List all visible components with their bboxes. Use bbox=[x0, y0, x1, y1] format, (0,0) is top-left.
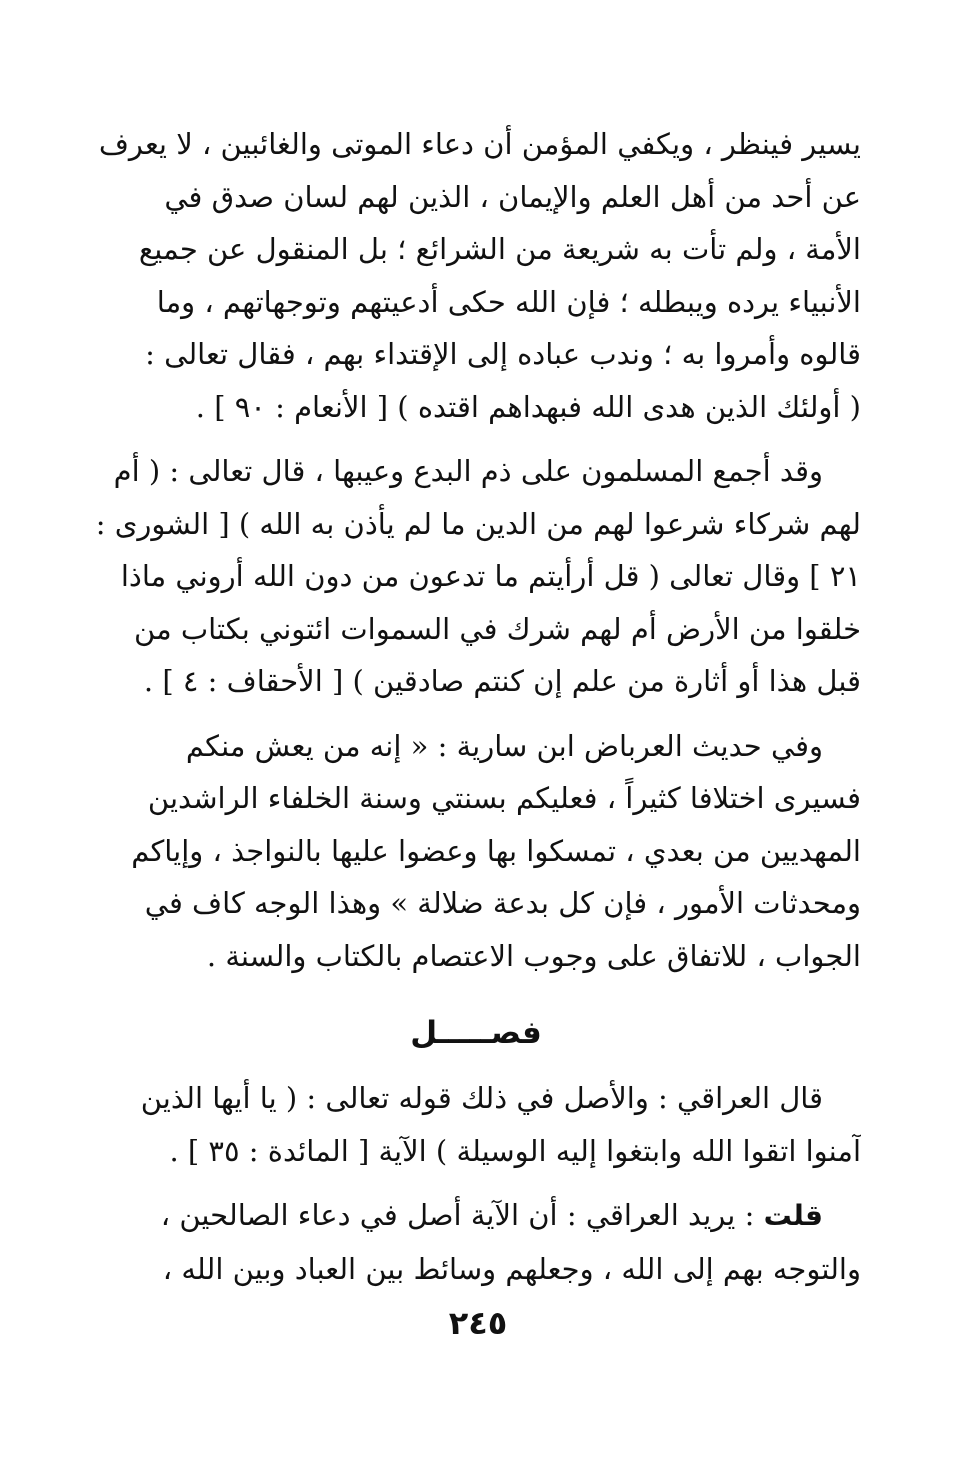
paragraph-5 bbox=[91, 1189, 861, 1295]
text-line: ٢١ ] وقال تعالى ( قل أرأيتم ما تدعون من دون الله أروني ماذا bbox=[120, 559, 861, 593]
text-line: الجواب ، للاتفاق على وجوب الاعتصام بالكتاب والسنة . bbox=[206, 938, 861, 973]
paragraph-1 bbox=[91, 118, 861, 433]
text-line: قبل هذا أو أثارة من علم إن كنتم صادقين ) [ الأحقاف : ٤ ] . bbox=[143, 664, 861, 698]
text-line: قالوه وأمروا به ؛ وندب عباده إلى الإقتداء بهم ، فقال تعالى : bbox=[145, 337, 861, 371]
paragraph-2 bbox=[91, 445, 861, 708]
text-line: وقد أجمع المسلمون على ذم البدع وعيبها ، قال تعالى : ( أم bbox=[113, 454, 823, 488]
text-line: الأنبياء يرده ويبطله ؛ فإن الله حكى أدعيتهم وتوجهاتهم ، وما bbox=[156, 284, 861, 319]
text-line: ( أولئك الذين هدى الله فبهداهم اقتده ) [ الأنعام : ٩٠ ] . bbox=[195, 389, 861, 424]
text-line: وفي حديث العرباض ابن سارية : « إنه من يعش منكم bbox=[185, 728, 823, 763]
text-line: المهديين من بعدي ، تمسكوا بها وعضوا عليها بالنواجذ ، وإياكم bbox=[131, 833, 861, 868]
page-number: ٢٤٥ bbox=[448, 1304, 508, 1342]
section-heading: فصـــــل bbox=[410, 1015, 542, 1051]
text-line: لهم شركاء شرعوا لهم من الدين ما لم يأذن به الله ) [ الشورى : bbox=[95, 506, 861, 541]
text-line: آمنوا اتقوا الله وابتغوا إليه الوسيلة ) الآية [ المائدة : ٣٥ ] . bbox=[169, 1133, 861, 1168]
text-line: خلقوا من الأرض أم لهم شرك في السموات ائتوني بكتاب من bbox=[134, 611, 861, 646]
text-line: عن أحد من أهل العلم والإيمان ، الذين لهم لسان صدق في bbox=[164, 179, 861, 214]
bold-lead-word: قلت bbox=[763, 1199, 823, 1232]
paragraph-3 bbox=[91, 720, 861, 983]
text-line: يسير فينظر ، ويكفي المؤمن أن دعاء الموتى والغائبين ، لا يعرف bbox=[98, 127, 861, 161]
text-fragment: : يريد العراقي : أن الآية أصل في دعاء الصالحين ، bbox=[160, 1198, 764, 1232]
text-line: والتوجه بهم إلى الله ، وجعلهم وسائط بين العباد وبين الله ، bbox=[162, 1251, 861, 1286]
paragraph-4 bbox=[91, 1072, 861, 1177]
text-line: الأمة ، ولم تأت به شريعة من الشرائع ؛ بل المنقول عن جميع bbox=[138, 232, 861, 266]
text-line: قال العراقي : والأصل في ذلك قوله تعالى : ( يا أيها الذين bbox=[140, 1081, 823, 1115]
text-line bbox=[91, 1189, 861, 1243]
text-line: فسيرى اختلافا كثيراً ، فعليكم بسنتي وسنة الخلفاء الراشدين bbox=[147, 781, 861, 815]
page-body bbox=[91, 118, 861, 1307]
text-line: ومحدثات الأمور ، فإن كل بدعة ضلالة » وهذا الوجه كاف في bbox=[144, 886, 861, 920]
